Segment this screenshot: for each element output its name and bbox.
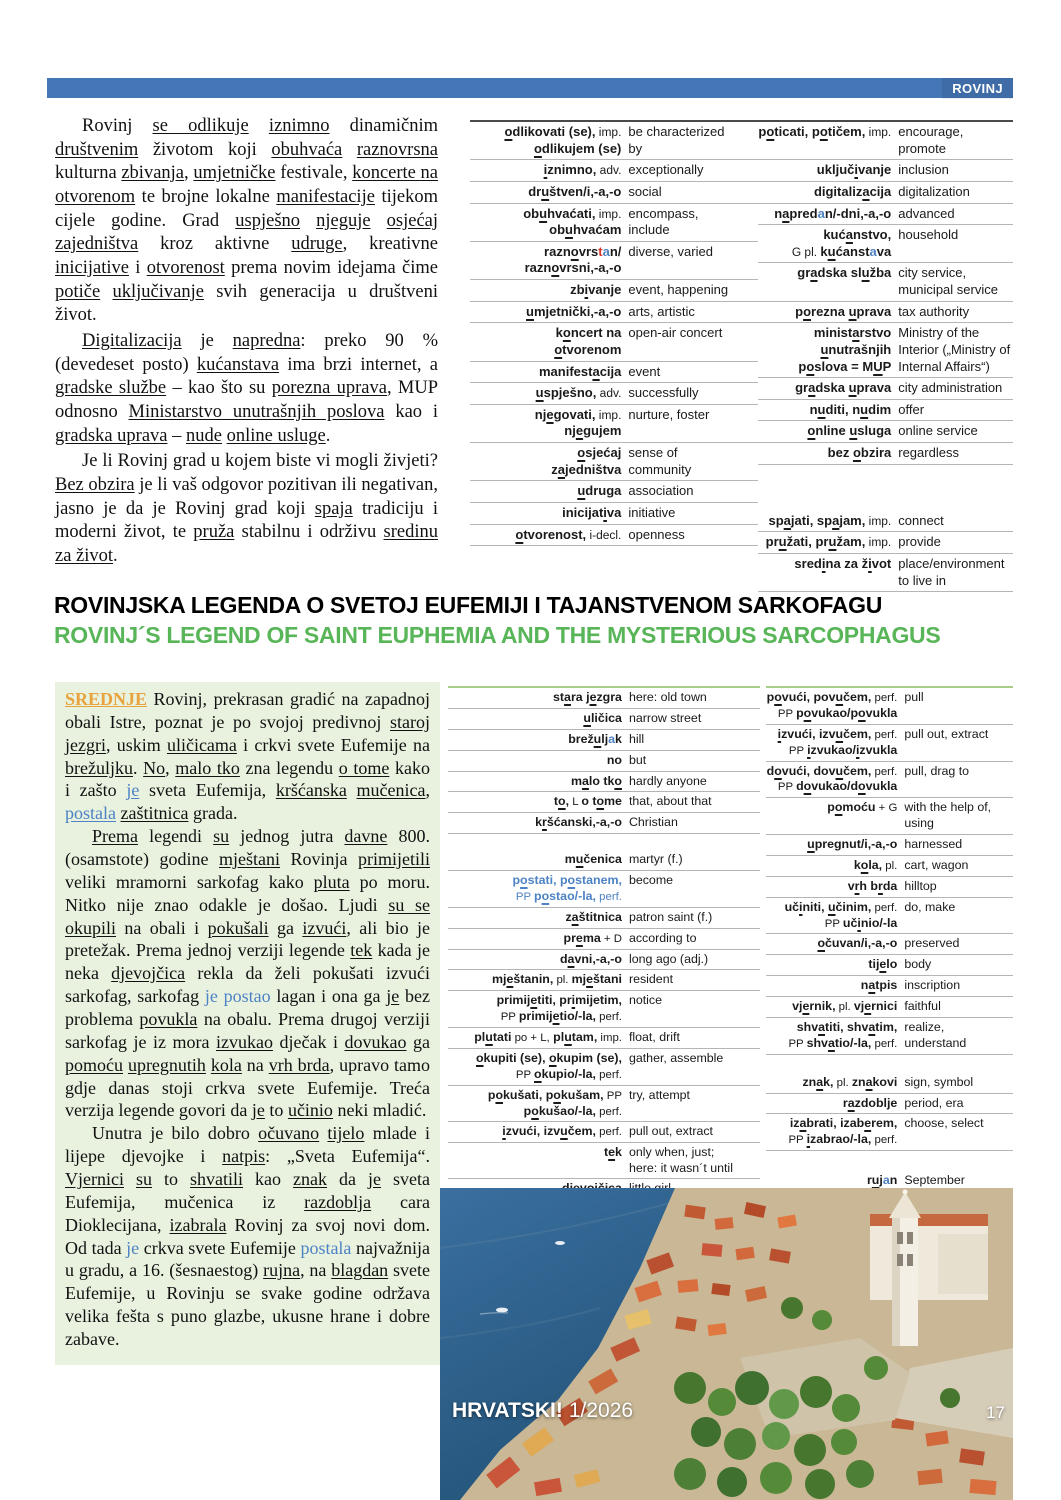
english-translation: become [628,873,674,887]
vocab-row [448,709,760,730]
english-translation: realize, understand [904,1019,967,1050]
vocab-row [470,182,758,204]
croatian-term: kućanstvo, G pl. kućanstava [791,227,892,259]
english-translation: city administration [898,380,1003,396]
vocab-row [766,1018,1013,1055]
vocab-row [470,443,758,481]
vocab-row [448,730,760,751]
english-translation: body [904,957,932,972]
vocab-row [766,898,1013,935]
paragraph: Rovinj se odlikuje iznimno dinamičnim društvenim životom koji obuhvaća raznovrsna kulturna zbivanja, umjetničke festivale, koncerte na otvorenom te brojne lokalne manifestacije tijekom cijele godine. Grad uspješno njeguje osjećaj zajedništva kroz aktivne udruge, kreativne inicijative i otvorenost prema novim idejama čime potiče uključivanje svih generacija u društveni život. [55,116,439,326]
vocab-row [448,908,760,929]
croatian-term: gradska služba [797,265,892,281]
vocab-row [758,225,1013,263]
croatian-term: malo tko [570,773,622,788]
croatian-term: mještanin, pl. mještani [491,972,622,987]
croatian-term: tek [604,1145,622,1160]
vocab-row [758,378,1013,400]
article-title-croatian: ROVINJSKA LEGENDA O SVETOJ EUFEMIJI I TAJANSTVENOM SARKOFAGU [54,592,883,618]
croatian-term: izabrati, izaberem, PP izabrao/-la, perf. [788,1116,898,1147]
section-header-bar [47,78,1013,98]
vocab-spacer [766,1151,1013,1171]
english-translation: provide [898,534,941,550]
magazine-footer [452,1399,633,1423]
croatian-term: ministarstvo unutrašnjih poslova = MUP [798,325,892,374]
croatian-term: razdoblje [842,1095,898,1110]
croatian-term: dovući, dovučem, perf. PP dovukao/dovukla [766,763,898,794]
vocab-row [448,1143,760,1179]
vocab-spacer [758,465,1013,511]
article-title-english: ROVINJ´S LEGEND OF SAINT EUPHEMIA AND THE MYSTERIOUS SARCOPHAGUS [54,622,941,648]
croatian-term: pokušati, pokušam, PP pokušao/-la, perf. [487,1087,622,1118]
vocab-row [470,362,758,384]
english-translation: pull out, extract [628,1124,713,1139]
english-translation: encourage, promote [898,124,964,156]
croatian-term: uspješno, adv. [535,385,622,401]
vocab-row [758,302,1013,324]
english-translation: martyr (f.) [628,852,683,867]
english-translation: according to [628,930,697,945]
english-translation: choose, select [904,1116,984,1131]
croatian-term: njegovati, imp. njegujem [534,406,622,439]
vocab-row [470,122,758,160]
vocab-row [448,871,760,908]
vocab-row [448,970,760,991]
english-translation: connect [898,512,944,528]
croatian-term: natpis [860,978,898,993]
english-translation: preserved [904,936,960,951]
croatian-term: tijelo [868,957,898,972]
english-translation: only when, just; here: it wasn´t until [628,1145,733,1175]
croatian-term: odlikovati (se), imp. odlikujem (se) [504,124,622,156]
english-translation: advanced [898,205,955,221]
vocab-row [758,323,1013,378]
vocab-row [766,877,1013,898]
english-translation: but [628,752,647,767]
english-translation: household [898,227,959,243]
croatian-term: umjetnički,-a,-o [526,303,622,319]
vocab-row [470,242,758,280]
paragraph: SREDNJE Rovinj, prekrasan gradić na zapadnoj obali Istre, poznat je po svojoj predivnoj staroj jezgri, uskim uličicama i crkvi svete Eufemije na brežuljku. No, malo tko zna legendu o tome kako i zašto je sveta Eufemija, kršćanska mučenica, postala zaštitnica grada. [65,689,430,824]
croatian-term: davni,-a,-o [559,951,622,966]
vocab-row [766,798,1013,835]
english-translation: do, make [904,899,956,914]
vocab-row [766,1114,1013,1151]
english-translation: narrow street [628,710,702,725]
english-translation: open-air concert [628,325,723,341]
croatian-term: upregnut/i,-a,-o [807,837,898,851]
issue-number: 1/2026 [568,1399,634,1422]
english-translation: tax authority [898,303,970,319]
vocab-row [470,383,758,405]
english-translation: pull, drag to [904,763,970,778]
vocab-row [470,481,758,503]
english-translation: September [904,1173,965,1188]
english-translation: exceptionally [628,162,704,178]
croatian-term: vjernik, pl. vjernici [792,999,898,1013]
vocab-row [448,1049,760,1086]
vocab-row [766,1073,1013,1094]
croatian-term: raznovrstan/ raznovrsni,-a,-o [524,243,622,276]
vocab-row [766,997,1013,1018]
english-translation: here: old town [628,690,707,704]
english-translation: social [628,183,662,199]
section-title: ROVINJ [942,78,1013,99]
rovinj-aerial-photo [440,1188,1013,1500]
croatian-term: otvorenost, i-decl. [515,526,622,542]
vocab-row [448,792,760,813]
croatian-term: poticati, potičem, imp. [758,124,892,139]
english-translation: long ago (adj.) [628,951,709,966]
croatian-term: brežuljak [568,731,622,746]
paragraph: Unutra je bilo dobro očuvano tijelo mlade i lijepe djevojke i natpis: „Sveta Eufemija“. Vjernici su to shvatili kao znak da je sveta Eufemija, mučenica iz razdoblja cara Dioklecijana, izabrala Rovinj za svoj novi dom. Od tada je crkva svete Eufemije postala najvažnija u gradu, a 16. (šesnaestog) rujna, na blagdan svete Eufemije, u Rovinju se svake godine održava velika fešta s puno glazbe, ukusne hrane i dobre zabave. [65,1123,431,1350]
english-translation: online service [898,423,978,439]
aerial-photo-illustration [440,1188,1013,1500]
croatian-term: primijetiti, primijetim, PP primijetio/-la, perf. [496,993,622,1024]
vocab-row [448,929,760,950]
croatian-term: shvatiti, shvatim, PP shvatio/-la, perf. [788,1019,898,1050]
english-translation: encompass, include [628,205,699,238]
vocab-row [448,772,760,793]
croatian-term: okupiti (se), okupim (se), PP okupio/-la, perf. [475,1050,622,1081]
english-translation: openness [628,526,685,542]
english-translation: successfully [628,385,699,401]
english-translation: float, drift [628,1030,680,1044]
english-translation: period, era [904,1095,964,1110]
english-translation: event, happening [628,282,729,297]
croatian-term: plutati po + L, plutam, imp. [474,1030,622,1044]
croatian-term: kola, pl. [853,857,898,872]
magazine-name: HRVATSKI! [452,1399,563,1422]
english-translation: diverse, varied [628,243,713,259]
vocab-row [470,525,758,547]
english-translation: with the help of, using [904,800,992,831]
vocab-row [470,405,758,443]
paragraph: Prema legendi su jednog jutra davne 800. (osamstote) godine mještani Rovinja primijetili veliki mramorni sarkofag kako pluta po moru. Nitko nije znao odakle je došao. Ljudi su se okupili na obali i pokušali ga izvući, ali bio je pretežak. Prema jednoj verziji legende tek kada je neka djevojčica rekla da želi pokušati izvući sarkofag, sarkofag je postao lagan i ona ga je bez problema povukla na obalu. Prema drugoj verziji sarkofag je iz mora izvukao dječak i dovukao ga pomoću upregnutih kola na vrh brda, upravo tamo gdje danas stoji crkva svete Eufemije. Treća verzija legende govori da je to učinio neki mladić. [65,826,431,1121]
croatian-term: pružati, pružam, imp. [765,534,892,550]
croatian-term: kršćanski,-a,-o [535,815,622,830]
croatian-term: uličica [583,710,622,725]
croatian-term: iznimno, adv. [543,162,622,178]
vocab-row [766,835,1013,856]
croatian-term: učiniti, učinim, perf. PP učinio/-la [784,899,898,930]
vocab-row [758,182,1013,204]
english-translation: pull out, extract [904,726,989,741]
vocab-row [766,1094,1013,1115]
croatian-term: nuditi, nudim [809,401,892,417]
english-translation: patron saint (f.) [628,909,713,924]
vocab-row [448,950,760,971]
croatian-term: porezna uprava [795,303,892,319]
english-translation: cart, wagon [904,857,969,872]
english-translation: be characterized by [628,124,725,156]
paragraph: Digitalizacija je napredna: preko 90 % (devedeset posto) kućanstava ima brzi internet, a gradske službe – kao što su porezna uprava, MUP odnosno Ministarstvo unutrašnjih poslova kao i gradska uprava – nude online usluge. [55,331,438,446]
vocab-row [758,204,1013,226]
vocab-row [758,400,1013,422]
english-translation: sense of community [628,445,692,477]
english-translation: event [628,363,661,379]
croatian-term: manifestacija [539,363,622,379]
vocab-row [448,1028,760,1049]
vocab-row [448,688,760,709]
english-translation: harnessed [904,837,963,851]
vocab-row [758,160,1013,182]
croatian-term: uključivanje [816,162,892,178]
vocab-row [448,1122,760,1143]
vocab-row [766,955,1013,976]
croatian-term: vrh brda [847,878,898,893]
vocab-row [766,762,1013,799]
paragraph: Je li Rovinj grad u kojem biste vi mogli živjeti? Bez obzira je li vaš odgovor pozitivan ili negativan, jasno je da je Rovinj grad koji spaja tradiciju i moderni život, te pruža stabilnu i održivu sredinu za život. [55,451,438,567]
page-number: 17 [986,1403,1005,1422]
vocab-row [448,850,760,871]
vocab-row [766,934,1013,955]
english-translation: arts, artistic [628,303,695,319]
vocab-row [758,511,1013,533]
croatian-term: mučenica [564,852,622,867]
croatian-term: izvući, izvučem, perf. PP izvukao/izvukla [777,726,898,757]
vocab-spacer [766,1055,1013,1073]
croatian-term: spajati, spajam, imp. [768,512,892,528]
croatian-term: udruga [577,483,622,499]
vocab-row [448,991,760,1028]
croatian-term: online usluga [807,423,892,439]
vocab-row [766,976,1013,997]
vocab-row [766,856,1013,877]
croatian-term: društven/i,-a,-o [528,183,622,199]
english-translation: try, attempt [628,1087,691,1102]
english-translation: association [628,483,694,499]
croatian-term: povući, povučem, perf. PP povukao/povukla [766,690,898,720]
vocab-table-top-left [470,120,758,546]
english-translation: hilltop [904,878,937,893]
croatian-term: rujan [866,1173,898,1188]
croatian-term: osjećaj zajedništva [551,445,622,477]
intro-text-column [55,115,438,571]
vocab-row [758,554,1013,592]
vocab-row [758,122,1013,160]
english-translation: hardly anyone [628,773,707,788]
croatian-term: bez obzira [827,445,892,460]
croatian-term: napredan/-dni,-a,-o [774,205,892,221]
croatian-term: inicijativa [562,504,622,520]
croatian-term: to, L o tome [553,794,622,809]
vocab-row [766,725,1013,762]
croatian-term: sredina za život [794,555,892,571]
vocab-row [758,443,1013,465]
vocab-row [470,280,758,302]
croatian-term: zaštitnica [565,909,622,924]
english-translation: resident [628,972,674,987]
english-translation: gather, assemble [628,1050,724,1065]
english-translation: Christian [628,815,678,830]
croatian-term: pomoću + G [827,800,898,815]
english-translation: nurture, foster [628,406,710,422]
vocab-table-bottom-right [766,686,1013,1229]
english-translation: regardless [898,445,959,460]
croatian-term: gradska uprava [795,380,892,396]
english-translation: city service, municipal service [898,265,998,297]
vocab-table-bottom-left [448,686,760,1200]
vocab-row [766,688,1013,725]
vocab-row [448,751,760,772]
vocab-row [448,813,760,834]
english-translation: Ministry of the Interior („Ministry of Internal Affairs“) [898,325,1011,374]
croatian-term: digitalizacija [813,183,892,199]
english-translation: offer [898,401,925,417]
english-translation: inscription [904,978,961,993]
croatian-term: zbivanje [570,282,622,297]
vocab-spacer [448,834,760,850]
english-translation: place/environment to live in [898,555,1005,588]
english-translation: that, about that [628,794,712,809]
legend-text-block [55,682,440,1365]
english-translation: initiative [628,504,676,520]
croatian-term: prema + D [563,930,622,945]
vocab-row [470,160,758,182]
vocab-row [758,532,1013,554]
vocab-row [470,204,758,242]
croatian-term: no [606,752,622,767]
english-translation: faithful [904,999,941,1013]
english-translation: pull [904,690,924,704]
english-translation: notice [628,993,663,1008]
croatian-term: znak, pl. znakovi [802,1074,898,1089]
vocab-table-top-right [758,120,1013,592]
croatian-term: obuhvaćati, imp. obuhvaćam [523,205,622,238]
vocab-row [470,503,758,525]
croatian-term: očuvan/i,-a,-o [817,936,898,951]
vocab-row [470,323,758,361]
english-translation: sign, symbol [904,1074,974,1089]
english-translation: inclusion [898,162,949,178]
english-translation: hill [628,731,645,746]
vocab-row [758,263,1013,301]
vocab-row [448,1086,760,1123]
croatian-term: postati, postanem, PP postao/-la, perf. [512,873,622,903]
croatian-term: izvući, izvučem, perf. [502,1124,622,1139]
vocab-row [758,421,1013,443]
croatian-term: koncert na otvorenom [554,325,622,357]
croatian-term: stara jezgra [553,690,622,704]
vocab-row [470,302,758,324]
english-translation: digitalization [898,183,970,199]
